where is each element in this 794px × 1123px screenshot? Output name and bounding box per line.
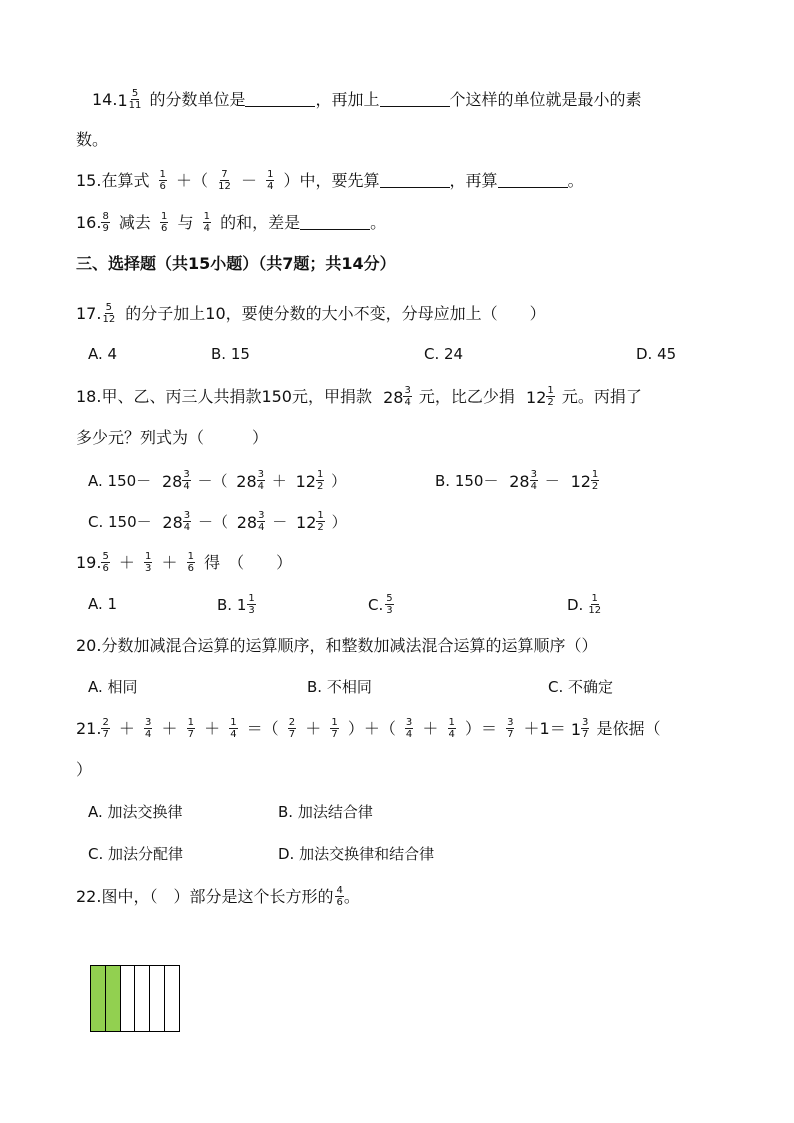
q17-option-b[interactable]: B. 15	[211, 345, 250, 363]
question-19: 19. $\frac{5}{6}$ ＋ $\frac{1}{3}$ ＋ $\frac{1}{6}$ 得 （ ）	[76, 551, 293, 574]
q21-option-a[interactable]: A. 加法交换律	[88, 803, 183, 821]
q21-option-d[interactable]: D. 加法交换律和结合律	[278, 845, 435, 863]
question-18-cont: 多少元？列式为（ ）	[76, 428, 269, 447]
question-15: 15.在算式 $\frac{1}{6}$ ＋（ $\frac{7}{12}$ － $\frac{1}{4}$ ）中，要先算 ，再算 。	[76, 169, 584, 192]
question-14: 14. 1 $\frac{5}{11}$ 的分数单位是 ，再加上 个这样的单位就是最小的素	[92, 88, 642, 111]
question-17: 17. $\frac{5}{12}$ 的分子加上10，要使分数的大小不变，分母应加上（ ）	[76, 302, 546, 325]
question-21: 21. $\frac{2}{7}$ ＋ $\frac{3}{4}$ ＋ $\frac{1}{7}$ ＋ $\frac{1}{4}$ ＝（ $\frac{2}{7}$ ＋ $\frac{1}{7}$ ）＋（ $\frac{3}{4}$ ＋ $\frac{1}{4}$ ）＝ $\frac{3}{7}$ ＋1＝ 1 $\frac{3}{7}$ 是依据（	[76, 717, 661, 740]
mixed-number: 1 $\frac{5}{11}$	[117, 88, 142, 111]
empty-cell	[135, 966, 150, 1031]
q20-option-a[interactable]: A. 相同	[88, 678, 138, 696]
shaded-cell	[91, 966, 106, 1031]
q19-option-d[interactable]: D. $\frac{1}{12}$	[567, 593, 602, 616]
question-18: 18.甲、乙、丙三人共捐款150元，甲捐款 28 $\frac{3}{4}$ 元，比乙少捐 12 $\frac{1}{2}$ 元。丙捐了	[76, 385, 642, 408]
answer-blank[interactable]	[380, 171, 450, 188]
q19-option-b[interactable]: B. 1 $\frac{1}{3}$	[217, 593, 255, 616]
question-14-cont: 数。	[76, 130, 109, 149]
q21-option-b[interactable]: B. 加法结合律	[278, 803, 373, 821]
q19-option-c[interactable]: C. $\frac{5}{3}$	[368, 593, 393, 616]
q20-option-c[interactable]: C. 不确定	[548, 678, 614, 696]
rectangle-figure	[90, 965, 180, 1032]
empty-cell	[165, 966, 179, 1031]
question-16: 16. $\frac{8}{9}$ 减去 $\frac{1}{6}$ 与 $\frac{1}{4}$ 的和，差是 。	[76, 211, 387, 234]
question-22: 22.图中，（ ）部分是这个长方形的 $\frac{4}{6}$ 。	[76, 885, 360, 908]
empty-cell	[121, 966, 136, 1031]
section-heading: 三、选择题（共15小题）（共7题；共14分）	[76, 254, 396, 273]
q18-option-a[interactable]: A. 150－ 28 $\frac{3}{4}$ －（ 28 $\frac{3}{4}$ ＋ 12 $\frac{1}{2}$ ）	[88, 469, 347, 492]
answer-blank[interactable]	[300, 213, 370, 230]
q19-option-a[interactable]: A. 1	[88, 595, 118, 613]
question-20: 20.分数加减混合运算的运算顺序，和整数加减法混合运算的运算顺序（）	[76, 636, 598, 655]
q17-option-d[interactable]: D. 45	[636, 345, 677, 363]
empty-cell	[150, 966, 165, 1031]
q20-option-b[interactable]: B. 不相同	[307, 678, 372, 696]
answer-blank[interactable]	[380, 90, 450, 107]
q21-option-c[interactable]: C. 加法分配律	[88, 845, 184, 863]
q18-option-c[interactable]: C. 150－ 28 $\frac{3}{4}$ －（ 28 $\frac{3}{4}$ － 12 $\frac{1}{2}$ ）	[88, 510, 347, 533]
q17-option-a[interactable]: A. 4	[88, 345, 118, 363]
answer-blank[interactable]	[245, 90, 315, 107]
question-21-cont: ）	[76, 760, 93, 779]
answer-blank[interactable]	[498, 171, 568, 188]
shaded-cell	[106, 966, 121, 1031]
q18-option-b[interactable]: B. 150－ 28 $\frac{3}{4}$ － 12 $\frac{1}{2}$	[435, 469, 599, 492]
q17-option-c[interactable]: C. 24	[424, 345, 464, 363]
